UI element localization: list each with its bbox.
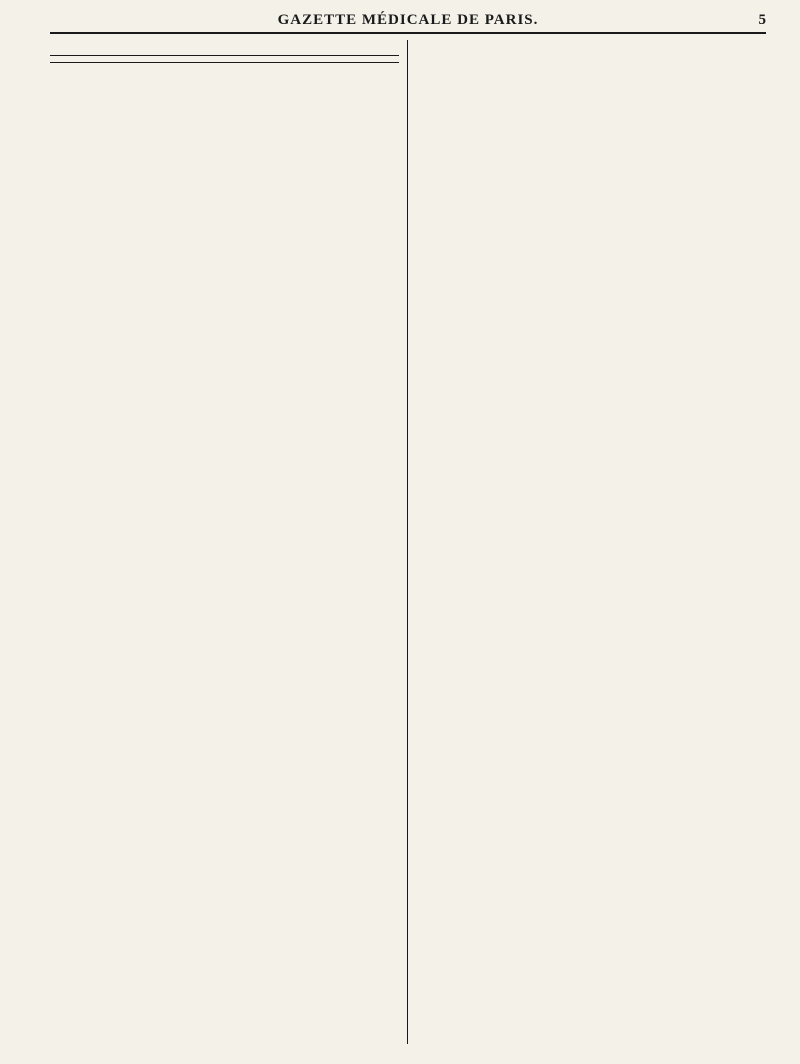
table-cell: [108, 63, 166, 64]
table-body: [50, 62, 399, 63]
cholera-table: [50, 62, 399, 63]
running-head: [50, 12, 766, 34]
page-number: 5: [758, 12, 766, 28]
academie-title: [50, 52, 399, 56]
table-cell: [224, 63, 282, 64]
table-cell: [166, 63, 224, 64]
table-cell: [50, 63, 108, 64]
journal-title: GAZETTE MÉDICALE DE PARIS.: [277, 12, 539, 28]
table-total-row: [50, 63, 399, 64]
table-cell: [341, 63, 399, 64]
right-column: [408, 40, 766, 1044]
left-column: [50, 40, 408, 1044]
table-cell: [283, 63, 341, 64]
text-columns: [50, 40, 766, 1044]
